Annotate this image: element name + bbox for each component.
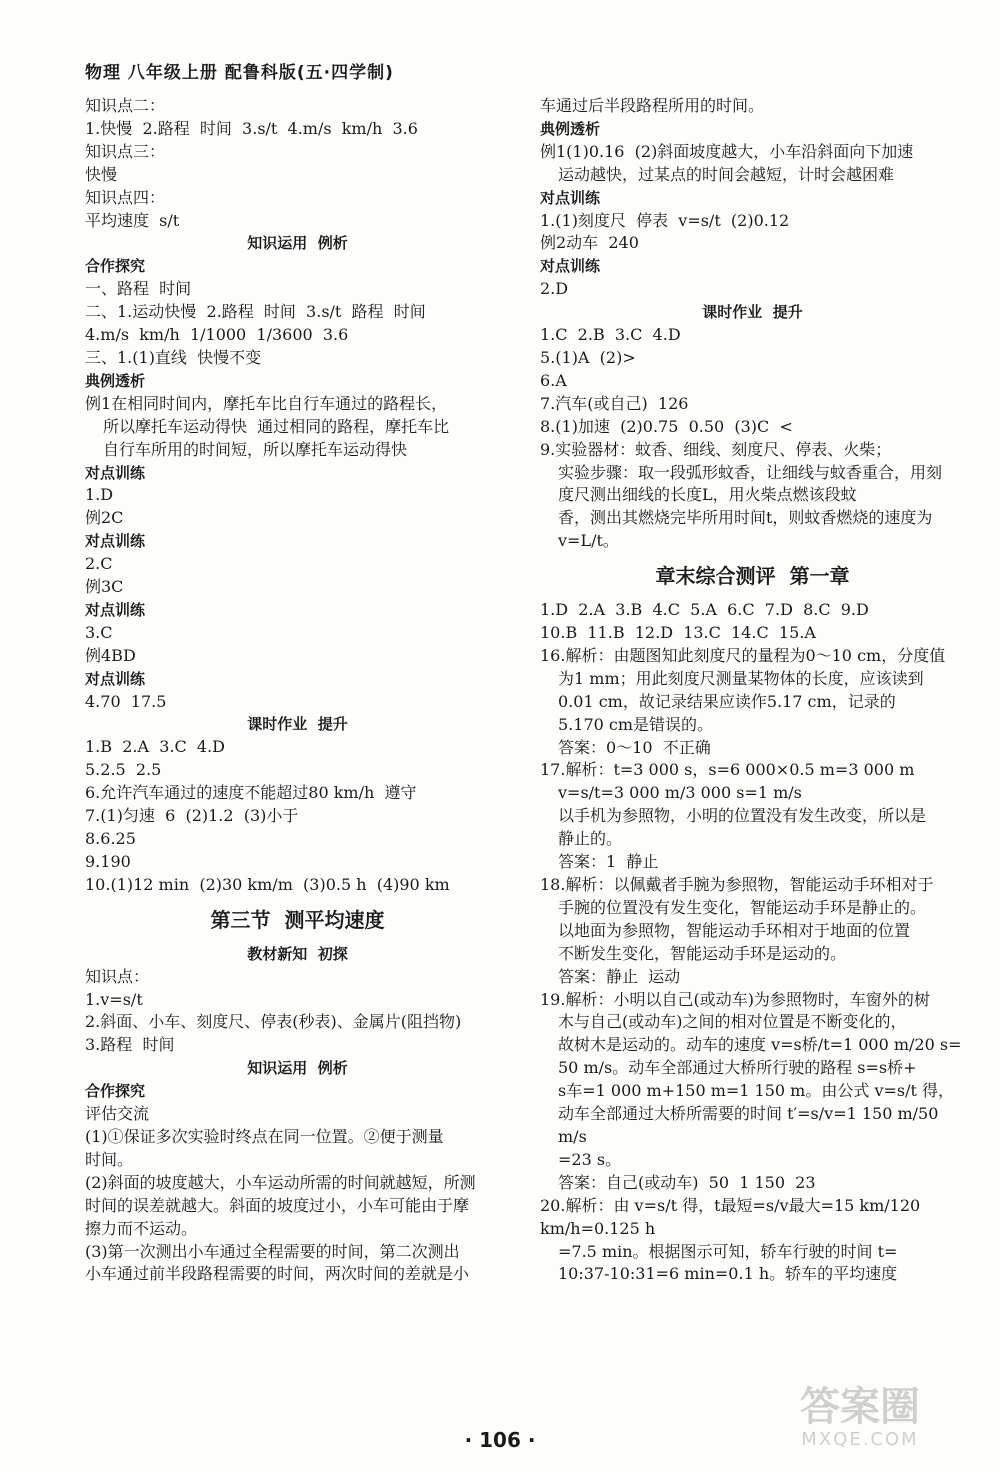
left-line: 对点训练	[85, 463, 146, 482]
left-line: 二、1.运动快慢 2.路程 时间 3.s/t 路程 时间	[85, 302, 426, 322]
right-line: 0.01 cm，故记录结果应读作5.17 cm，记录的	[558, 691, 896, 711]
right-line: 对点训练	[540, 188, 601, 207]
left-line: 合作探究	[85, 257, 146, 276]
right-line: v=L/t。	[558, 531, 619, 551]
left-line: 时间的误差就越大。斜面的坡度过小，小车可能由于摩	[85, 1195, 470, 1215]
right-line: 度尺测出细线的长度L，用火柴点燃该段蚊	[558, 485, 857, 505]
right-line: 典例透析	[540, 119, 601, 138]
right-line: 章末综合测评 第一章	[655, 564, 850, 589]
watermark-domain: MXQE.COM	[801, 1429, 919, 1450]
right-line: 10.B 11.B 12.D 13.C 14.C 15.A	[540, 623, 816, 643]
right-line: 以地面为参照物，智能运动手环相对于地面的位置	[558, 920, 911, 940]
left-line: 1.B 2.A 3.C 4.D	[85, 737, 225, 757]
left-line: 自行车所用的时间短，所以摩托车运动得快	[103, 439, 408, 459]
left-line: 7.(1)匀速 6 (2)1.2 (3)小于	[85, 806, 299, 826]
watermark-main: 答案圈	[800, 1384, 920, 1430]
right-line: 香，测出其燃烧完毕所用时间t，则蚊香燃烧的速度为	[558, 508, 933, 528]
left-line: 平均速度 s/t	[85, 210, 180, 230]
watermark-logo	[750, 1385, 970, 1465]
right-line: 答案：0～10 不正确	[558, 737, 711, 757]
left-line: 擦力而不运动。	[85, 1218, 198, 1238]
right-line: 课时作业 提升	[702, 303, 803, 322]
right-line: 9.实验器材：蚊香、细线、刻度尺、停表、火柴；	[540, 439, 892, 459]
left-line: 第三节 测平均速度	[210, 907, 385, 932]
left-line: 例3C	[85, 577, 124, 597]
right-line: 对点训练	[540, 257, 601, 276]
right-line: 以手机为参照物，小明的位置没有发生改变，所以是	[558, 806, 927, 826]
left-line: 例1在相同时间内，摩托车比自行车通过的路程长，	[85, 393, 448, 413]
left-line: 3.路程 时间	[85, 1035, 175, 1055]
left-line: 小车通过前半段路程需要的时间，两次时间的差就是小	[85, 1264, 470, 1284]
right-line: 6.A	[540, 370, 567, 390]
left-line: 知识点二：	[85, 96, 166, 115]
right-line: 为1 mm；用此刻度尺测量某物体的长度，应该读到	[558, 668, 924, 688]
right-line: 50 m/s。动车全部通过大桥所行驶的路程 s=s桥+	[558, 1058, 917, 1078]
right-column	[540, 95, 965, 1286]
left-line: 8.6.25	[85, 829, 136, 848]
right-line: 1.C 2.B 3.C 4.D	[540, 325, 681, 345]
right-line: 5.170 cm是错误的。	[558, 714, 714, 734]
left-line: 5.2.5 2.5	[85, 760, 162, 780]
right-line: s车=1 000 m+150 m=1 150 m。由公式 v=s/t 得，	[558, 1081, 955, 1101]
right-line: 20.解析：由 v=s/t 得，t最短=s/v最大=15 km/120 km/h=0.125 h	[540, 1195, 926, 1238]
left-line: 合作探究	[85, 1082, 146, 1101]
right-line: 5.(1)A (2)>	[540, 347, 636, 367]
left-line: 4.70 17.5	[85, 691, 167, 711]
left-line: 2.斜面、小车、刻度尺、停表(秒表)、金属片(阻挡物)	[85, 1012, 462, 1032]
right-line: 例1(1)0.16 (2)斜面坡度越大，小车沿斜面向下加速	[540, 141, 914, 161]
right-line: 7.汽车(或自己) 126	[540, 393, 689, 413]
right-line: 实验步骤：取一段弧形蚊香，让细线与蚊香重合，用刻	[558, 462, 943, 482]
left-line: 1.快慢 2.路程 时间 3.s/t 4.m/s km/h 3.6	[85, 118, 418, 138]
right-line: 答案：1 静止	[558, 852, 659, 872]
left-line: 知识运用 例析	[247, 234, 348, 253]
left-line: 3.C	[85, 622, 113, 642]
right-line: 木与自己(或动车)之间的相对位置是不断变化的，	[558, 1012, 907, 1032]
right-line: 答案：静止 运动	[558, 966, 681, 986]
right-line: 10:37-10:31=6 min=0.1 h。轿车的平均速度	[558, 1264, 898, 1284]
left-line: 1.v=s/t	[85, 989, 143, 1009]
left-line: 评估交流	[85, 1104, 150, 1124]
right-line: 18.解析：以佩戴者手腕为参照物，智能运动手环相对于	[540, 875, 934, 894]
left-line: 10.(1)12 min (2)30 km/m (3)0.5 h (4)90 km	[85, 874, 450, 894]
page-number: · 106 ·	[464, 1428, 536, 1452]
right-line: 动车全部通过大桥所需要的时间 t′=s/v=1 150 m/50 m/s	[558, 1104, 944, 1146]
right-line: 不断发生变化，智能运动手环是运动的。	[558, 943, 847, 963]
left-line: 9.190	[85, 851, 131, 871]
right-line: 8.(1)加速 (2)0.75 0.50 (3)C <	[540, 416, 793, 436]
left-line: 所以摩托车运动得快 通过相同的路程，摩托车比	[103, 416, 450, 436]
left-line: (3)第一次测出小车通过全程需要的时间，第二次测出	[85, 1241, 460, 1261]
left-line: 对点训练	[85, 600, 146, 619]
left-line: 教材新知 初探	[247, 944, 348, 963]
left-line: 课时作业 提升	[247, 715, 348, 734]
left-line: 知识运用 例析	[247, 1059, 348, 1078]
right-line: 答案：自己(或动车) 50 1 150 23	[558, 1172, 816, 1192]
right-line: v=s/t=3 000 m/3 000 s=1 m/s	[558, 783, 802, 803]
left-line: 时间。	[85, 1149, 134, 1169]
left-line: 对点训练	[85, 532, 146, 551]
left-line: 2.C	[85, 554, 113, 574]
page-header: 物理 八年级上册 配鲁科版(五·四学制)	[85, 63, 394, 83]
right-line: 2.D	[540, 279, 569, 299]
right-line: 故树木是运动的。动车的速度 v=s桥/t=1 000 m/20 s=	[558, 1035, 962, 1055]
right-line: 16.解析：由题图知此刻度尺的量程为0～10 cm，分度值	[540, 645, 946, 665]
left-line: 三、1.(1)直线 快慢不变	[85, 347, 262, 367]
left-line: 4.m/s km/h 1/1000 1/3600 3.6	[85, 325, 349, 345]
right-line: 手腕的位置没有发生变化，智能运动手环是静止的。	[558, 897, 927, 917]
left-line: 知识点四：	[85, 187, 166, 207]
left-line: 6.允许汽车通过的速度不能超过80 km/h 遵守	[85, 783, 417, 803]
left-column	[85, 95, 510, 1286]
left-line: 对点训练	[85, 669, 146, 688]
right-line: 19.解析：小明以自己(或动车)为参照物时，车窗外的树	[540, 989, 930, 1009]
left-line: 1.D	[85, 485, 114, 505]
right-line: 运动越快，过某点的时间会越短，计时会越困难	[558, 164, 895, 184]
right-line: =23 s。	[558, 1149, 622, 1169]
right-line: 例2动车 240	[540, 233, 639, 253]
left-line: 例2C	[85, 508, 124, 528]
left-line: 例4BD	[85, 645, 136, 665]
left-line: 知识点三：	[85, 141, 166, 161]
left-line: (2)斜面的坡度越大，小车运动所需的时间就越短，所测	[85, 1172, 476, 1192]
left-line: 快慢	[85, 164, 118, 184]
left-line: (1)①保证多次实验时终点在同一位置。②便于测量	[85, 1126, 444, 1146]
right-line: =7.5 min。根据图示可知，轿车行驶的时间 t=	[558, 1241, 898, 1261]
right-line: 静止的。	[558, 829, 623, 849]
left-line: 知识点：	[85, 966, 150, 986]
right-line: 1.D 2.A 3.B 4.C 5.A 6.C 7.D 8.C 9.D	[540, 600, 869, 620]
right-line: 车通过后半段路程所用的时间。	[540, 96, 765, 115]
right-line: 1.(1)刻度尺 停表 v=s/t (2)0.12	[540, 210, 790, 230]
left-line: 典例透析	[85, 371, 146, 390]
left-line: 一、路程 时间	[85, 279, 192, 299]
right-line: 17.解析：t=3 000 s，s=6 000×0.5 m=3 000 m	[540, 760, 915, 780]
